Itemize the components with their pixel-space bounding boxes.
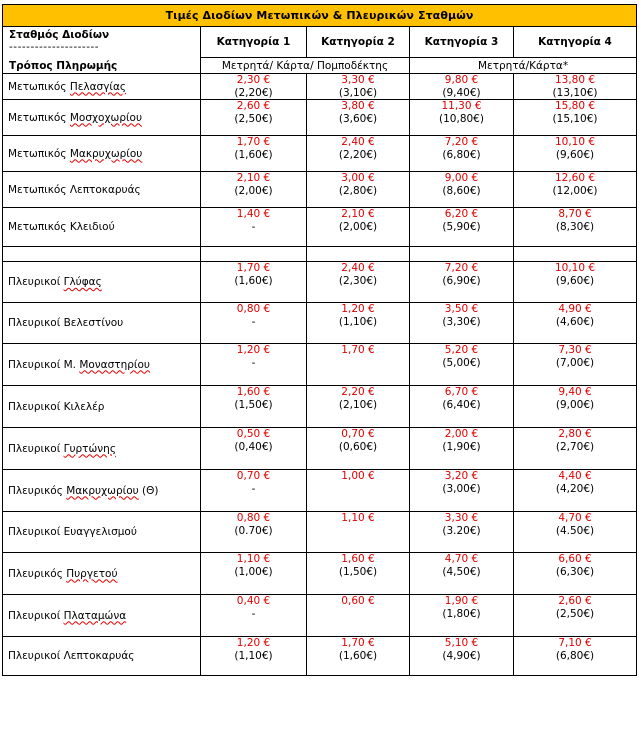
table-row: [3, 136, 637, 172]
price-cash: 9,40 €: [558, 386, 592, 398]
category-2-header: Κατηγορία 2: [307, 27, 410, 58]
price-cash: 10,10 €: [554, 262, 596, 274]
price-cash: 7,10 €: [558, 637, 592, 649]
station-name-text: Πλευρικοί Βελεστίνου: [8, 317, 124, 329]
price-transponder: (7,00€): [555, 356, 595, 369]
station-name: [3, 470, 201, 512]
price-cash: 4,70 €: [558, 512, 592, 524]
station-name: [3, 553, 201, 595]
station-name: [3, 303, 201, 344]
price-transponder: (3,00€): [442, 482, 481, 495]
price-cell-category-3: [410, 172, 514, 208]
price-cell-category-4: [514, 386, 637, 428]
price-cell-category-3: [410, 553, 514, 595]
price-transponder: (1,90€): [442, 440, 481, 453]
price-transponder: (6,90€): [442, 274, 481, 287]
price-cell-category-2: [307, 208, 410, 247]
table-row: [3, 386, 637, 428]
price-cell-category-4: [514, 553, 637, 595]
station-name: [3, 595, 201, 637]
separator-cell: [3, 247, 201, 262]
price-cell-category-3: [410, 512, 514, 553]
price-cell-category-1: [201, 637, 307, 676]
station-name: [3, 637, 201, 676]
payment-method-cat34: Μετρητά/Κάρτα*: [410, 58, 637, 74]
price-cash: 7,20 €: [444, 136, 479, 148]
price-transponder: -: [251, 607, 256, 620]
price-transponder: (2,50€): [555, 607, 595, 620]
price-cell-category-2: [307, 172, 410, 208]
station-name: [3, 136, 201, 172]
price-cell-category-4: [514, 595, 637, 637]
separator-cell: [514, 247, 637, 262]
station-name: [3, 172, 201, 208]
price-cash: 0,50 €: [236, 428, 271, 440]
separator-cell: [201, 247, 307, 262]
table-row: [3, 595, 637, 637]
station-name: [3, 262, 201, 303]
price-transponder: (3,60€): [338, 112, 378, 125]
price-cash: 13,80 €: [554, 74, 596, 86]
station-name-text: Μετωπικός Κλειδιού: [8, 221, 115, 233]
price-transponder: -: [251, 482, 256, 495]
price-cell-category-1: [201, 553, 307, 595]
price-cell-category-3: [410, 637, 514, 676]
price-cash: 2,40 €: [341, 262, 375, 274]
price-cell-category-3: [410, 208, 514, 247]
price-transponder: (6,80€): [555, 649, 595, 662]
price-transponder: (1,10€): [234, 649, 273, 662]
price-transponder: (3,30€): [442, 315, 481, 328]
price-transponder: (2,30€): [338, 274, 378, 287]
price-transponder: (15,10€): [552, 112, 598, 125]
price-cell-category-2: [307, 100, 410, 136]
price-cell-category-1: [201, 172, 307, 208]
price-cell-category-1: [201, 344, 307, 386]
price-cash: 1,70 €: [341, 344, 375, 356]
station-name-text: Πλευρικός Πυργετού: [8, 567, 118, 580]
price-cash: 0,80 €: [236, 303, 271, 315]
price-transponder: (1,60€): [234, 148, 273, 161]
price-transponder: (1,10€): [338, 315, 378, 328]
price-cash: 1,70 €: [341, 637, 375, 649]
price-cash: 1,20 €: [236, 344, 271, 356]
price-transponder: (3.20€): [442, 524, 481, 537]
price-cash: 0,70 €: [341, 428, 375, 440]
price-transponder: -: [251, 315, 256, 328]
price-cell-category-3: [410, 136, 514, 172]
price-transponder: -: [251, 356, 256, 369]
table-row: [3, 428, 637, 470]
station-name: [3, 100, 201, 136]
price-transponder: (9,00€): [555, 398, 595, 411]
price-transponder: (0,40€): [234, 440, 273, 453]
category-3-header: Κατηγορία 3: [410, 27, 514, 58]
price-cell-category-3: [410, 262, 514, 303]
table-row: [3, 172, 637, 208]
price-cash: 0,40 €: [236, 595, 271, 607]
station-name-text: Πλευρικοί Ευαγγελισμού: [8, 526, 137, 538]
price-transponder: (4.50€): [555, 524, 595, 537]
price-cash: 3,30 €: [444, 512, 479, 524]
price-transponder: (8,30€): [555, 220, 595, 233]
price-cash: 7,30 €: [558, 344, 592, 356]
price-transponder: (5,90€): [442, 220, 481, 233]
price-transponder: (2,00€): [338, 220, 378, 233]
payment-label: Τρόπος Πληρωμής: [9, 60, 118, 72]
price-cell-category-3: [410, 470, 514, 512]
price-transponder: (0,60€): [338, 440, 378, 453]
price-cash: 3,50 €: [444, 303, 479, 315]
price-cash: 1,20 €: [341, 303, 375, 315]
price-transponder: (4,60€): [555, 315, 595, 328]
price-cash: 1,60 €: [236, 386, 271, 398]
separator-cell: [307, 247, 410, 262]
price-transponder: (2,20€): [338, 148, 378, 161]
station-name-text: Μετωπικός Πελασγίας: [8, 80, 127, 93]
price-cash: 2,60 €: [558, 595, 592, 607]
price-cash: 6,70 €: [444, 386, 479, 398]
payment-method-cat12: Μετρητά/ Κάρτα/ Πομποδέκτης: [201, 58, 410, 74]
price-cell-category-2: [307, 262, 410, 303]
station-name-text: Μετωπικός Μοσχοχωρίου: [8, 111, 143, 124]
price-transponder: (1,50€): [338, 565, 378, 578]
station-name-text: Μετωπικός Λεπτοκαρυάς: [8, 183, 141, 196]
price-cash: 1,20 €: [236, 637, 271, 649]
price-cell-category-1: [201, 208, 307, 247]
price-cell-category-1: [201, 303, 307, 344]
price-transponder: (2,70€): [555, 440, 595, 453]
price-cell-category-3: [410, 428, 514, 470]
table-row: [3, 553, 637, 595]
station-name: [3, 386, 201, 428]
price-transponder: (1,60€): [234, 274, 273, 287]
price-cell-category-2: [307, 553, 410, 595]
price-transponder: (2,10€): [338, 398, 378, 411]
price-transponder: (1,60€): [338, 649, 378, 662]
station-name: [3, 208, 201, 247]
price-cash: 9,80 €: [444, 74, 479, 86]
price-cell-category-4: [514, 344, 637, 386]
price-cash: 1,00 €: [341, 470, 375, 482]
header-dashes: ---------------------: [9, 41, 100, 53]
station-name-text: Πλευρικοί Γυρτώνης: [8, 442, 116, 455]
price-transponder: (1,00€): [234, 565, 273, 578]
price-cash: 1,10 €: [341, 512, 375, 524]
price-cell-category-4: [514, 262, 637, 303]
table-row: [3, 470, 637, 512]
price-transponder: (5,00€): [442, 356, 481, 369]
price-cash: 15,80 €: [554, 100, 596, 112]
table-row: [3, 74, 637, 100]
price-cell-category-1: [201, 262, 307, 303]
station-name: [3, 512, 201, 553]
price-cash: 1,70 €: [236, 262, 271, 274]
station-name-text: Μετωπικός Μακρυχωρίου: [8, 147, 143, 160]
price-cell-category-4: [514, 100, 637, 136]
price-cell-category-3: [410, 100, 514, 136]
price-cell-category-2: [307, 470, 410, 512]
price-transponder: -: [251, 220, 256, 233]
category-4-header: Κατηγορία 4: [514, 27, 637, 58]
price-transponder: (0.70€): [234, 524, 273, 537]
price-transponder: (6,80€): [442, 148, 481, 161]
price-cell-category-4: [514, 470, 637, 512]
price-transponder: (2,80€): [338, 184, 378, 197]
station-name-text: Πλευρικοί Κιλελέρ: [8, 400, 105, 413]
price-cash: 0,60 €: [341, 595, 375, 607]
price-transponder: (4,50€): [442, 565, 481, 578]
table-row: [3, 303, 637, 344]
price-cell-category-4: [514, 303, 637, 344]
station-name: [3, 74, 201, 100]
price-cell-category-1: [201, 428, 307, 470]
price-cash: 6,60 €: [558, 553, 592, 565]
price-cash: 8,70 €: [558, 208, 592, 220]
station-label: Σταθμός Διοδίων: [9, 29, 110, 41]
price-transponder: (2,50€): [234, 112, 273, 125]
price-cash: 1,90 €: [444, 595, 479, 607]
table-row: [3, 100, 637, 136]
price-cell-category-3: [410, 386, 514, 428]
price-cell-category-4: [514, 172, 637, 208]
price-cell-category-1: [201, 595, 307, 637]
station-name-text: Πλευρικοί Μ. Μοναστηρίου: [8, 358, 150, 371]
price-cash: 2,80 €: [558, 428, 592, 440]
price-cash: 6,20 €: [444, 208, 479, 220]
price-cash: 4,40 €: [558, 470, 592, 482]
price-cell-category-1: [201, 136, 307, 172]
price-cell-category-4: [514, 74, 637, 100]
price-cash: 5,20 €: [444, 344, 479, 356]
price-cash: 1,70 €: [236, 136, 271, 148]
price-cash: 2,10 €: [341, 208, 375, 220]
price-cell-category-4: [514, 428, 637, 470]
price-cash: 2,30 €: [236, 74, 271, 86]
price-transponder: (6,30€): [555, 565, 595, 578]
table-row: [3, 208, 637, 247]
station-name-text: Πλευρικοί Πλαταμώνα: [8, 609, 127, 622]
price-transponder: (3,10€): [338, 86, 378, 99]
price-cell-category-2: [307, 386, 410, 428]
price-cash: 3,80 €: [341, 100, 375, 112]
price-cell-category-1: [201, 100, 307, 136]
price-cell-category-1: [201, 470, 307, 512]
price-transponder: (12,00€): [552, 184, 598, 197]
station-name-text: Πλευρικοί Λεπτοκαρυάς: [8, 650, 135, 662]
price-cell-category-2: [307, 595, 410, 637]
price-cash: 3,30 €: [341, 74, 375, 86]
price-cash: 9,00 €: [444, 172, 479, 184]
price-cash: 2,40 €: [341, 136, 375, 148]
price-transponder: (10,80€): [439, 112, 484, 125]
price-transponder: (9,60€): [555, 148, 595, 161]
price-cash: 5,10 €: [444, 637, 479, 649]
price-cell-category-2: [307, 637, 410, 676]
price-cell-category-3: [410, 303, 514, 344]
price-transponder: (2,20€): [234, 86, 273, 99]
price-cash: 2,00 €: [444, 428, 479, 440]
price-transponder: (4,20€): [555, 482, 595, 495]
price-transponder: (4,90€): [442, 649, 481, 662]
price-cash: 1,60 €: [341, 553, 375, 565]
price-cell-category-2: [307, 512, 410, 553]
price-cell-category-4: [514, 512, 637, 553]
price-cash: 4,70 €: [444, 553, 479, 565]
price-transponder: (1,50€): [234, 398, 273, 411]
price-transponder: (13,10€): [552, 86, 598, 99]
price-cell-category-4: [514, 637, 637, 676]
price-cash: 7,20 €: [444, 262, 479, 274]
header-station-cell: [3, 27, 201, 74]
price-cell-category-1: [201, 386, 307, 428]
price-transponder: (1,80€): [442, 607, 481, 620]
price-transponder: (2,00€): [234, 184, 273, 197]
price-cash: 4,90 €: [558, 303, 592, 315]
price-cash: 2,20 €: [341, 386, 375, 398]
price-cell-category-2: [307, 74, 410, 100]
station-name: [3, 428, 201, 470]
toll-prices-table: [2, 4, 637, 676]
price-cell-category-1: [201, 512, 307, 553]
price-cell-category-2: [307, 344, 410, 386]
price-cell-category-2: [307, 303, 410, 344]
price-cash: 1,10 €: [236, 553, 271, 565]
table-title: Τιμές Διοδίων Μετωπικών & Πλευρικών Σταθμών: [3, 5, 637, 27]
station-name-text: Πλευρικός Μακρυχωρίου (Θ): [8, 484, 159, 497]
price-cell-category-4: [514, 208, 637, 247]
price-cash: 3,20 €: [444, 470, 479, 482]
price-cash: 2,60 €: [236, 100, 271, 112]
price-cash: 0,80 €: [236, 512, 271, 524]
price-cash: 3,00 €: [341, 172, 375, 184]
category-1-header: Κατηγορία 1: [201, 27, 307, 58]
price-cell-category-3: [410, 344, 514, 386]
price-cell-category-2: [307, 136, 410, 172]
table-row: [3, 262, 637, 303]
price-cell-category-3: [410, 595, 514, 637]
price-cell-category-4: [514, 136, 637, 172]
price-transponder: (9,60€): [555, 274, 595, 287]
table-row: [3, 344, 637, 386]
station-name-text: Πλευρικοί Γλύφας: [8, 276, 102, 288]
section-separator-row: [3, 247, 637, 262]
price-cell-category-2: [307, 428, 410, 470]
price-cash: 11,30 €: [441, 100, 482, 112]
table-row: [3, 512, 637, 553]
table-row: [3, 637, 637, 676]
price-transponder: (6,40€): [442, 398, 481, 411]
price-cell-category-1: [201, 74, 307, 100]
price-transponder: (9,40€): [442, 86, 481, 99]
price-cash: 0,70 €: [236, 470, 271, 482]
price-cash: 10,10 €: [554, 136, 596, 148]
price-cash: 12,60 €: [554, 172, 596, 184]
separator-cell: [410, 247, 514, 262]
price-cell-category-3: [410, 74, 514, 100]
price-transponder: (8,60€): [442, 184, 481, 197]
price-cash: 1,40 €: [236, 208, 271, 220]
station-name: [3, 344, 201, 386]
price-cash: 2,10 €: [236, 172, 271, 184]
